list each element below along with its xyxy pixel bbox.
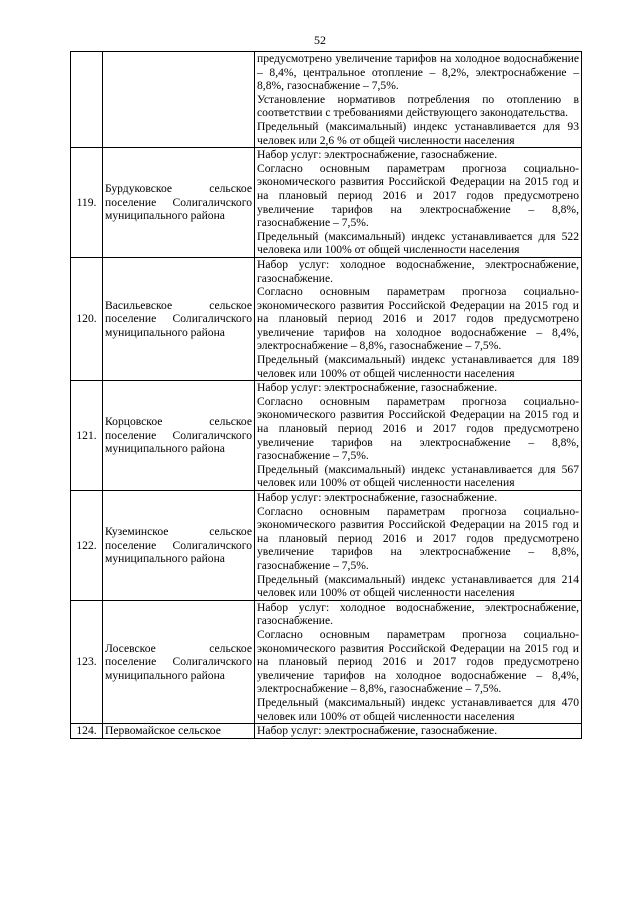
description-paragraph: Набор услуг: электроснабжение, газоснабжение.	[257, 491, 498, 504]
settlement-name: Васильевское сельское поселение Солигаличского муниципального района	[103, 257, 255, 380]
description-paragraph: Предельный (максимальный) индекс устанавливается для 189 человек или 100% от общей численности населения	[257, 353, 579, 380]
description-paragraph: Набор услуг: электроснабжение, газоснабжение.	[257, 724, 498, 738]
description-paragraph: Набор услуг: электроснабжение, газоснабжение.	[257, 381, 498, 395]
settlement-name: Бурдуковское сельское поселение Солигаличского муниципального района	[103, 148, 255, 258]
row-number: 120.	[71, 257, 103, 380]
row-number: 124.	[71, 724, 103, 739]
tariff-description	[255, 257, 582, 380]
description-paragraph: Предельный (максимальный) индекс устанавливается для 470 человек или 100% от общей численности населения	[257, 695, 579, 723]
tariff-description	[255, 148, 582, 258]
table-row	[71, 257, 582, 380]
tariff-table-body	[71, 52, 582, 739]
description-paragraph: Согласно основным параметрам прогноза социально-экономического развития Российской Федерации на 2015 год и на плановый период 2016 и 2017 годов предусмотрено увеличение тарифов на электроснабжение – 8,8%, газоснабжение – 7,5%.	[257, 504, 579, 572]
table-row	[71, 148, 582, 258]
row-number: 123.	[71, 600, 103, 723]
description-paragraph: Предельный (максимальный) индекс устанавливается для 214 человек или 100% от общей численности населения	[257, 572, 579, 600]
row-number	[71, 52, 103, 148]
tariff-table	[70, 51, 582, 739]
settlement-name: Корцовское сельское поселение Солигаличского муниципального района	[103, 381, 255, 491]
tariff-description	[255, 52, 582, 148]
description-paragraph: Набор услуг: холодное водоснабжение, электроснабжение, газоснабжение.	[257, 257, 579, 285]
description-paragraph: Согласно основным параметрам прогноза социально-экономического развития Российской Федерации на 2015 год и на плановый период 2016 и 2017 годов предусмотрено увеличение тарифов на холодное водоснабжение – 8,4%, электроснабжение – 8,8%, газоснабжение – 7,5%.	[257, 627, 579, 696]
table-row	[71, 52, 582, 148]
description-paragraph: предусмотрено увеличение тарифов на холодное водоснабжение – 8,4%, центральное отопление – 8,2%, электроснабжение – 8,8%, газоснабжение – 7,5%.	[257, 52, 579, 93]
description-paragraph: Предельный (максимальный) индекс устанавливается для 567 человек или 100% от общей численности населения	[257, 462, 579, 490]
page-number: 52	[314, 33, 326, 47]
tariff-description	[255, 600, 582, 723]
table-row	[71, 381, 582, 491]
settlement-name: Куземинское сельское поселение Солигаличского муниципального района	[103, 491, 255, 601]
tariff-description	[255, 491, 582, 601]
table-row	[71, 600, 582, 723]
description-paragraph: Предельный (максимальный) индекс устанавливается для 93 человек или 2,6 % от общей численности населения	[257, 119, 579, 147]
settlement-name	[103, 52, 255, 148]
tariff-description	[255, 724, 582, 739]
table-row	[71, 724, 582, 739]
description-paragraph: Согласно основным параметрам прогноза социально-экономического развития Российской Федерации на 2015 год и на плановый период 2016 и 2017 годов предусмотрено увеличение тарифов на холодное водоснабжение – 8,4%, электроснабжение – 8,8%, газоснабжение – 7,5%.	[257, 285, 579, 353]
tariff-description	[255, 381, 582, 491]
description-paragraph: Согласно основным параметрам прогноза социально-экономического развития Российской Федерации на 2015 год и на плановый период 2016 и 2017 годов предусмотрено увеличение тарифов на электроснабжение – 8,8%, газоснабжение – 7,5%.	[257, 161, 579, 230]
description-paragraph: Предельный (максимальный) индекс устанавливается для 522 человека или 100% от общей численности населения	[257, 229, 579, 257]
description-paragraph: Установление нормативов потребления по отоплению в соответствии с требованиями действующего законодательства.	[257, 92, 579, 120]
description-paragraph: Согласно основным параметрам прогноза социально-экономического развития Российской Федерации на 2015 год и на плановый период 2016 и 2017 годов предусмотрено увеличение тарифов на электроснабжение – 8,8%, газоснабжение – 7,5%.	[257, 394, 579, 463]
row-number: 122.	[71, 491, 103, 601]
description-paragraph: Набор услуг: холодное водоснабжение, электроснабжение, газоснабжение.	[257, 600, 579, 628]
description-paragraph: Набор услуг: электроснабжение, газоснабжение.	[257, 148, 498, 162]
row-number: 121.	[71, 381, 103, 491]
table-row	[71, 491, 582, 601]
settlement-name: Первомайское сельское	[103, 724, 255, 739]
settlement-name: Лосевское сельское поселение Солигаличского муниципального района	[103, 600, 255, 723]
row-number: 119.	[71, 148, 103, 258]
